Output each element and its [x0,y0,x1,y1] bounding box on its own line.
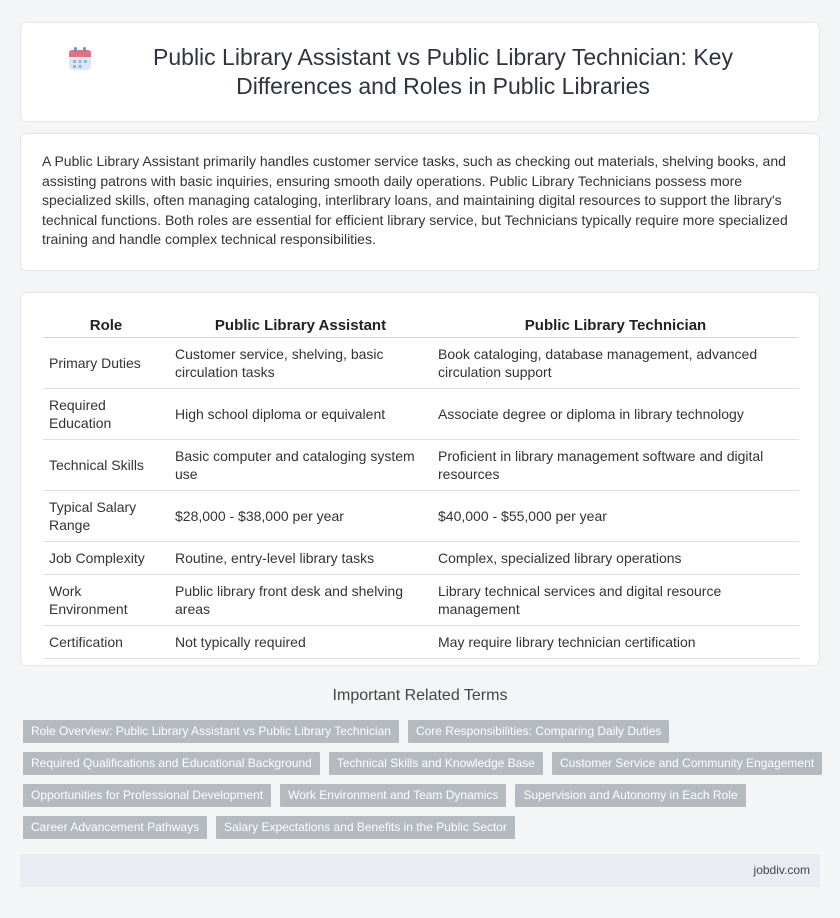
page-title: Public Library Assistant vs Public Library Technician: Key Differences and Roles in Public Libraries [153,44,733,99]
technician-cell: Associate degree or diploma in library technology [432,389,799,440]
related-terms-list [23,720,823,848]
assistant-cell: Public library front desk and shelving areas [169,575,432,626]
related-term-tag[interactable]: Work Environment and Team Dynamics [280,784,506,807]
comparison-card [20,292,820,666]
related-terms-title: Important Related Terms [332,687,508,704]
intro-card [20,133,820,271]
technician-cell: Book cataloging, database management, advanced circulation support [432,338,799,389]
related-term-tag[interactable]: Opportunities for Professional Development [23,784,271,807]
tag-row [23,784,823,807]
header-assistant: Public Library Assistant [169,313,432,338]
related-term-tag[interactable]: Role Overview: Public Library Assistant vs Public Library Technician [23,720,399,743]
table-header-row [43,313,799,338]
comparison-table [43,313,799,659]
table-row [43,440,799,491]
row-label: Certification [43,626,169,659]
technician-cell: Proficient in library management software and digital resources [432,440,799,491]
footer-site[interactable]: jobdiv.com [753,863,810,877]
assistant-cell: Routine, entry-level library tasks [169,542,432,575]
header-role: Role [43,313,169,338]
tag-row [23,720,823,743]
table-row [43,389,799,440]
assistant-cell: $28,000 - $38,000 per year [169,491,432,542]
tag-row [23,752,823,775]
row-label: Typical Salary Range [43,491,169,542]
related-term-tag[interactable]: Core Responsibilities: Comparing Daily Duties [408,720,669,743]
assistant-cell: High school diploma or equivalent [169,389,432,440]
related-term-tag[interactable]: Supervision and Autonomy in Each Role [515,784,745,807]
related-term-tag[interactable]: Career Advancement Pathways [23,816,207,839]
technician-cell: May require library technician certification [432,626,799,659]
row-label: Job Complexity [43,542,169,575]
tag-row [23,816,823,839]
calendar-icon [67,46,93,72]
related-term-tag[interactable]: Customer Service and Community Engagement [552,752,822,775]
technician-cell: Library technical services and digital resource management [432,575,799,626]
assistant-cell: Not typically required [169,626,432,659]
related-term-tag[interactable]: Required Qualifications and Educational Background [23,752,320,775]
related-term-tag[interactable]: Technical Skills and Knowledge Base [329,752,543,775]
row-label: Work Environment [43,575,169,626]
footer [20,854,820,887]
related-term-tag[interactable]: Salary Expectations and Benefits in the Public Sector [216,816,515,839]
table-row [43,491,799,542]
table-row [43,542,799,575]
header-card [20,22,820,122]
row-label: Required Education [43,389,169,440]
table-row [43,338,799,389]
intro-text: A Public Library Assistant primarily handles customer service tasks, such as checking out materials, shelving books, and assisting patrons with basic inquiries, ensuring smooth daily operations. Public Library Technicians possess more specialized skills, often managing cataloging, interlibrary loans, and maintaining digital resources to support the library's technical functions. Both roles are essential for efficient library service, but Technicians typically require more specialized training and handle complex technical responsibilities. [42,153,788,248]
row-label: Primary Duties [43,338,169,389]
technician-cell: Complex, specialized library operations [432,542,799,575]
technician-cell: $40,000 - $55,000 per year [432,491,799,542]
assistant-cell: Basic computer and cataloging system use [169,440,432,491]
assistant-cell: Customer service, shelving, basic circulation tasks [169,338,432,389]
table-row [43,626,799,659]
table-row [43,575,799,626]
header-technician: Public Library Technician [432,313,799,338]
row-label: Technical Skills [43,440,169,491]
